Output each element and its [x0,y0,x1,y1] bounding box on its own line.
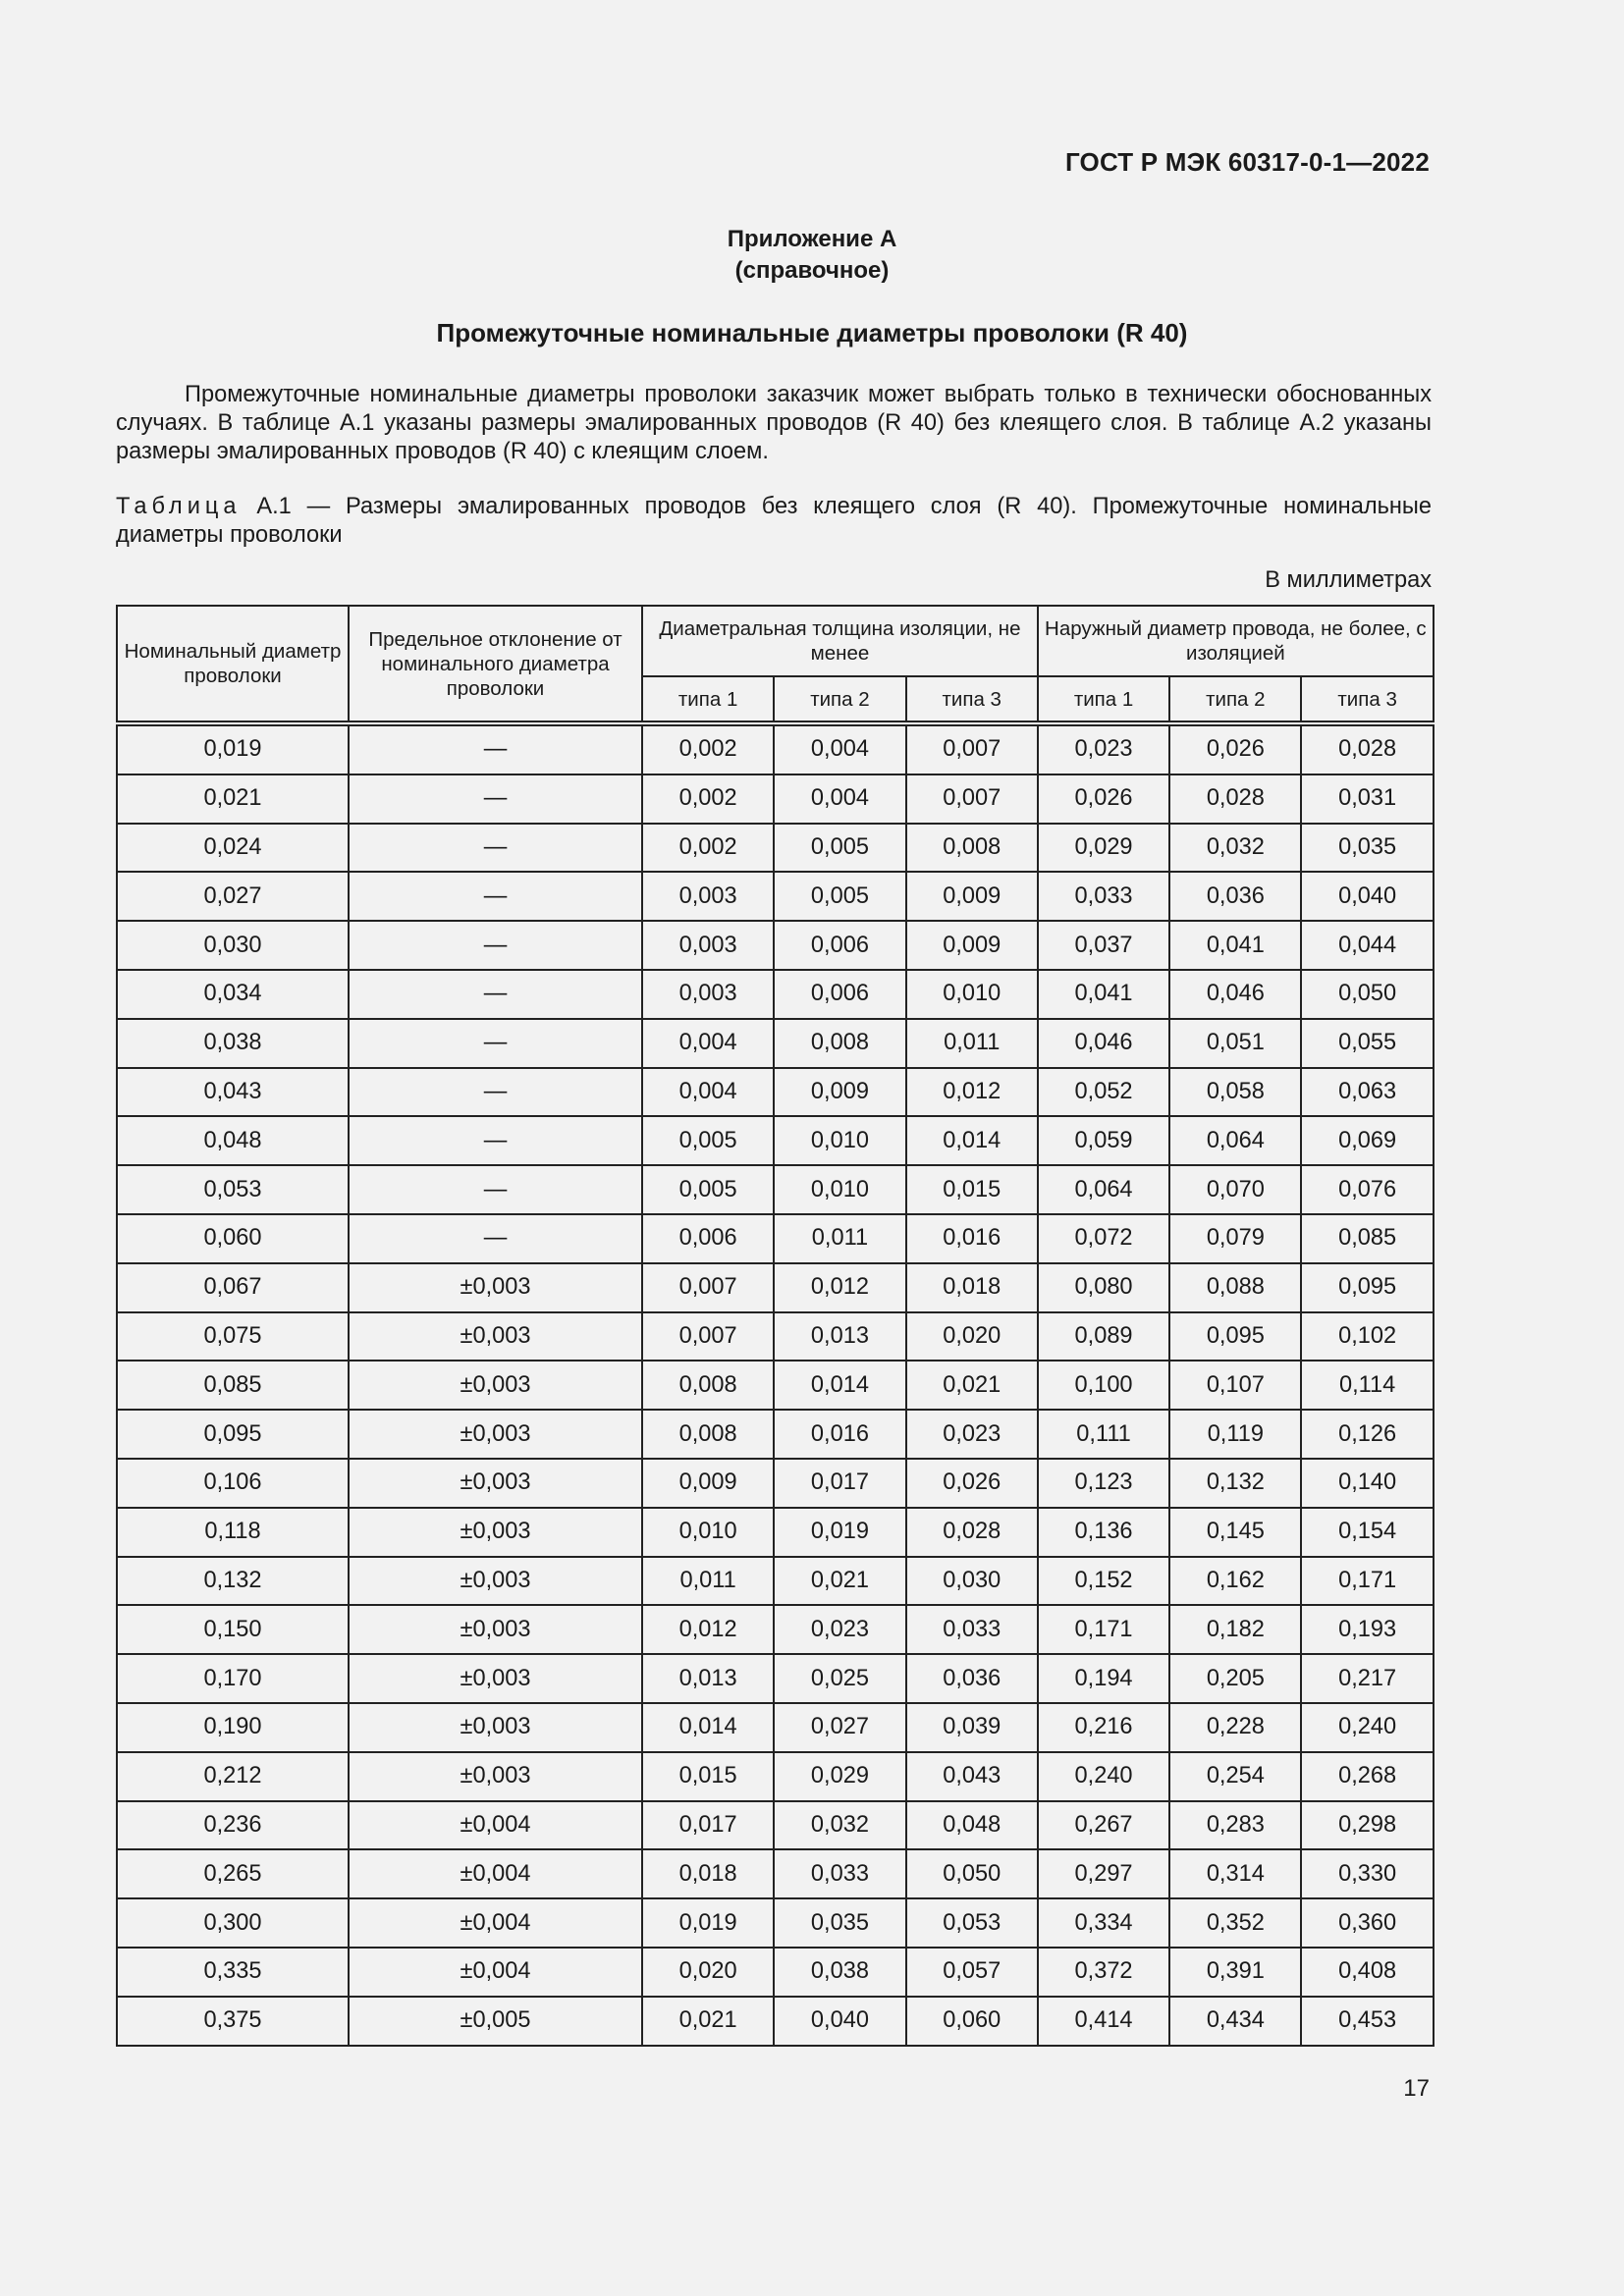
table-row [117,921,1434,970]
table-row [117,1116,1434,1165]
table-cell: 0,046 [1038,1019,1169,1068]
table-row [117,824,1434,873]
table-cell: 0,020 [642,1948,774,1997]
table-row [117,1605,1434,1654]
table-cell: — [349,970,642,1019]
table-cell: 0,004 [642,1068,774,1117]
table-cell: 0,029 [774,1752,905,1801]
table-cell: 0,212 [117,1752,349,1801]
table-cell: 0,007 [642,1312,774,1362]
table-cell: 0,240 [1038,1752,1169,1801]
table-cell: 0,027 [117,872,349,921]
table-row [117,1459,1434,1508]
table-cell: 0,039 [906,1703,1038,1752]
table-cell: 0,002 [642,824,774,873]
table-cell: ±0,003 [349,1459,642,1508]
table-cell: 0,106 [117,1459,349,1508]
table-cell: 0,043 [117,1068,349,1117]
table-cell: 0,360 [1301,1898,1433,1948]
table-cell: 0,154 [1301,1508,1433,1557]
table-row [117,1263,1434,1312]
table-cell: — [349,1165,642,1214]
table-cell: 0,150 [117,1605,349,1654]
table-cell: 0,036 [906,1654,1038,1703]
table-cell: 0,005 [774,872,905,921]
table-cell: 0,028 [906,1508,1038,1557]
table-cell: 0,100 [1038,1361,1169,1410]
table-cell: 0,058 [1169,1068,1301,1117]
table-cell: 0,067 [117,1263,349,1312]
table-cell: 0,140 [1301,1459,1433,1508]
table-row [117,1068,1434,1117]
table-row [117,1752,1434,1801]
table-cell: — [349,1019,642,1068]
table-cell: 0,055 [1301,1019,1433,1068]
table-cell: 0,057 [906,1948,1038,1997]
table-cell: 0,006 [774,970,905,1019]
table-cell: 0,010 [774,1116,905,1165]
table-cell: 0,228 [1169,1703,1301,1752]
page-number: 17 [1403,2075,1430,2102]
table-cell: 0,031 [1301,774,1433,824]
table-cell: 0,059 [1038,1116,1169,1165]
table-cell: 0,011 [774,1214,905,1263]
table-cell: 0,035 [774,1898,905,1948]
table-cell: 0,013 [774,1312,905,1362]
dimensions-table [116,605,1435,2047]
table-cell: 0,014 [642,1703,774,1752]
table-cell: ±0,003 [349,1361,642,1410]
table-cell: 0,205 [1169,1654,1301,1703]
table-cell: 0,040 [774,1997,905,2046]
table-cell: 0,114 [1301,1361,1433,1410]
table-cell: 0,434 [1169,1997,1301,2046]
table-cell: 0,009 [774,1068,905,1117]
header-nominal-diameter: Номинальный диаметр проволоки [117,606,349,723]
table-cell: 0,017 [774,1459,905,1508]
table-cell: 0,002 [642,723,774,774]
table-cell: 0,048 [117,1116,349,1165]
table-cell: 0,267 [1038,1801,1169,1850]
table-cell: 0,053 [906,1898,1038,1948]
table-cell: 0,025 [774,1654,905,1703]
table-cell: 0,123 [1038,1459,1169,1508]
table-cell: 0,072 [1038,1214,1169,1263]
table-cell: 0,019 [642,1898,774,1948]
table-cell: 0,007 [906,774,1038,824]
table-cell: 0,041 [1038,970,1169,1019]
table-cell: 0,283 [1169,1801,1301,1850]
table-cell: 0,008 [642,1361,774,1410]
header-outer-diameter: Наружный диаметр провода, не более, с изоляцией [1038,606,1434,676]
table-cell: 0,053 [117,1165,349,1214]
table-cell: 0,033 [774,1849,905,1898]
table-cell: 0,015 [642,1752,774,1801]
table-cell: 0,007 [906,723,1038,774]
intro-paragraph: Промежуточные номинальные диаметры проволоки заказчик может выбрать только в технически обоснованных случаях. В таблице А.1 указаны размеры эмалированных проводов (R 40) без клеящего слоя. В таблице А.2 указаны размеры эмалированных проводов (R 40) с клеящим слоем. [116,382,1432,464]
table-cell: 0,453 [1301,1997,1433,2046]
table-cell: 0,006 [774,921,905,970]
table-cell: 0,032 [1169,824,1301,873]
table-cell: 0,021 [906,1361,1038,1410]
table-cell: 0,021 [774,1557,905,1606]
table-cell: — [349,921,642,970]
document-code: ГОСТ Р МЭК 60317-0-1—2022 [1064,147,1430,177]
table-cell: 0,236 [117,1801,349,1850]
table-cell: 0,046 [1169,970,1301,1019]
table-cell: 0,007 [642,1263,774,1312]
table-cell: ±0,003 [349,1508,642,1557]
table-cell: 0,375 [117,1997,349,2046]
table-cell: — [349,1068,642,1117]
header-insulation-thickness: Диаметральная толщина изоляции, не менее [642,606,1038,676]
table-cell: 0,003 [642,970,774,1019]
table-cell: ±0,005 [349,1997,642,2046]
table-body [117,723,1434,2046]
table-cell: 0,044 [1301,921,1433,970]
table-cell: 0,051 [1169,1019,1301,1068]
header-type: типа 2 [1169,676,1301,723]
table-cell: 0,075 [117,1312,349,1362]
table-cell: 0,217 [1301,1654,1433,1703]
table-cell: 0,048 [906,1801,1038,1850]
table-cell: 0,019 [117,723,349,774]
table-row [117,1654,1434,1703]
table-cell: ±0,003 [349,1605,642,1654]
table-cell: 0,170 [117,1654,349,1703]
table-cell: — [349,872,642,921]
table-cell: 0,012 [906,1068,1038,1117]
table-cell: 0,254 [1169,1752,1301,1801]
table-cell: 0,182 [1169,1605,1301,1654]
table-cell: ±0,004 [349,1948,642,1997]
table-cell: 0,414 [1038,1997,1169,2046]
table-cell: 0,079 [1169,1214,1301,1263]
table-cell: ±0,003 [349,1752,642,1801]
table-cell: 0,005 [774,824,905,873]
table-cell: 0,032 [774,1801,905,1850]
table-cell: 0,300 [117,1898,349,1948]
table-cell: ±0,003 [349,1312,642,1362]
table-cell: 0,026 [906,1459,1038,1508]
table-cell: ±0,003 [349,1557,642,1606]
table-cell: 0,016 [774,1410,905,1459]
header-type: типа 1 [1038,676,1169,723]
table-cell: 0,021 [642,1997,774,2046]
table-cell: ±0,003 [349,1263,642,1312]
table-cell: 0,107 [1169,1361,1301,1410]
table-row [117,970,1434,1019]
table-cell: 0,013 [642,1654,774,1703]
table-cell: 0,035 [1301,824,1433,873]
table-cell: 0,038 [117,1019,349,1068]
table-cell: 0,193 [1301,1605,1433,1654]
table-row [117,1997,1434,2046]
table-cell: 0,297 [1038,1849,1169,1898]
table-row [117,1361,1434,1410]
table-cell: 0,119 [1169,1410,1301,1459]
table-cell: 0,014 [906,1116,1038,1165]
table-cell: 0,095 [117,1410,349,1459]
table-cell: 0,036 [1169,872,1301,921]
table-row [117,1557,1434,1606]
table-cell: 0,052 [1038,1068,1169,1117]
table-cell: 0,005 [642,1165,774,1214]
table-row [117,1165,1434,1214]
table-row [117,1214,1434,1263]
table-cell: 0,064 [1038,1165,1169,1214]
table-cell: 0,009 [642,1459,774,1508]
table-cell: 0,010 [774,1165,905,1214]
table-cell: 0,014 [774,1361,905,1410]
table-cell: 0,162 [1169,1557,1301,1606]
table-cell: 0,145 [1169,1508,1301,1557]
table-row [117,1849,1434,1898]
table-cell: 0,089 [1038,1312,1169,1362]
table-cell: 0,069 [1301,1116,1433,1165]
table-cell: 0,028 [1301,723,1433,774]
table-cell: 0,132 [1169,1459,1301,1508]
table-cell: 0,003 [642,921,774,970]
table-cell: 0,095 [1301,1263,1433,1312]
table-cell: 0,024 [117,824,349,873]
table-cell: 0,029 [1038,824,1169,873]
table-cell: ±0,004 [349,1898,642,1948]
table-cell: 0,023 [906,1410,1038,1459]
table-cell: 0,011 [642,1557,774,1606]
table-cell: 0,030 [906,1557,1038,1606]
table-cell: 0,037 [1038,921,1169,970]
table-cell: 0,003 [642,872,774,921]
table-cell: 0,102 [1301,1312,1433,1362]
table-cell: 0,004 [774,723,905,774]
table-cell: 0,033 [1038,872,1169,921]
table-cell: 0,063 [1301,1068,1433,1117]
table-cell: 0,268 [1301,1752,1433,1801]
table-cell: 0,034 [117,970,349,1019]
table-cell: 0,008 [642,1410,774,1459]
table-row [117,1801,1434,1850]
table-cell: 0,011 [906,1019,1038,1068]
table-row [117,1410,1434,1459]
table-cell: ±0,003 [349,1410,642,1459]
table-cell: 0,026 [1169,723,1301,774]
table-cell: 0,408 [1301,1948,1433,1997]
table-cell: — [349,824,642,873]
table-cell: 0,023 [1038,723,1169,774]
table-cell: 0,095 [1169,1312,1301,1362]
table-cell: 0,064 [1169,1116,1301,1165]
table-cell: ±0,003 [349,1654,642,1703]
table-row [117,1948,1434,1997]
table-cell: 0,088 [1169,1263,1301,1312]
table-cell: 0,330 [1301,1849,1433,1898]
table-cell: ±0,004 [349,1849,642,1898]
header-type: типа 3 [1301,676,1433,723]
table-cell: 0,085 [117,1361,349,1410]
table-cell: 0,334 [1038,1898,1169,1948]
table-cell: 0,028 [1169,774,1301,824]
table-caption-prefix: Таблица [116,494,242,519]
table-cell: 0,004 [642,1019,774,1068]
table-cell: 0,018 [906,1263,1038,1312]
units-note: В миллиметрах [1265,567,1432,593]
table-row [117,1019,1434,1068]
table-cell: — [349,774,642,824]
table-row [117,1898,1434,1948]
table-cell: 0,023 [774,1605,905,1654]
table-cell: 0,298 [1301,1801,1433,1850]
table-cell: 0,021 [117,774,349,824]
table-cell: 0,010 [906,970,1038,1019]
table-cell: 0,126 [1301,1410,1433,1459]
table-cell: 0,012 [774,1263,905,1312]
table-cell: 0,008 [774,1019,905,1068]
header-type: типа 3 [906,676,1038,723]
table-cell: 0,070 [1169,1165,1301,1214]
table-cell: 0,017 [642,1801,774,1850]
table-cell: 0,118 [117,1508,349,1557]
table-cell: 0,190 [117,1703,349,1752]
table-cell: 0,018 [642,1849,774,1898]
table-cell: 0,002 [642,774,774,824]
table-cell: 0,111 [1038,1410,1169,1459]
table-cell: 0,010 [642,1508,774,1557]
table-cell: 0,027 [774,1703,905,1752]
table-row [117,774,1434,824]
table-cell: 0,216 [1038,1703,1169,1752]
table-cell: 0,005 [642,1116,774,1165]
table-cell: 0,020 [906,1312,1038,1362]
annex-title: Приложение А [727,226,897,252]
table-cell: 0,050 [1301,970,1433,1019]
table-caption-text: А.1 — Размеры эмалированных проводов без клеящего слоя (R 40). Промежуточные номинальные диаметры проволоки [116,494,1432,548]
table-cell: 0,016 [906,1214,1038,1263]
annex-subtitle: (справочное) [734,257,890,284]
header-type: типа 2 [774,676,905,723]
table-caption [116,493,1432,550]
table-cell: 0,132 [117,1557,349,1606]
table-cell: 0,171 [1301,1557,1433,1606]
table-row [117,1312,1434,1362]
table-cell: 0,194 [1038,1654,1169,1703]
table-cell: 0,265 [117,1849,349,1898]
table-cell: 0,015 [906,1165,1038,1214]
table-row [117,1508,1434,1557]
table-cell: 0,040 [1301,872,1433,921]
table-cell: 0,240 [1301,1703,1433,1752]
table-cell: 0,060 [906,1997,1038,2046]
table-row [117,1703,1434,1752]
table-cell: 0,008 [906,824,1038,873]
table-cell: 0,352 [1169,1898,1301,1948]
table-cell: 0,391 [1169,1948,1301,1997]
table-cell: ±0,004 [349,1801,642,1850]
table-row [117,723,1434,774]
section-heading: Промежуточные номинальные диаметры проволоки (R 40) [436,318,1188,347]
table-cell: 0,004 [774,774,905,824]
header-deviation: Предельное отклонение от номинального диаметра проволоки [349,606,642,723]
table-cell: — [349,1214,642,1263]
table-cell: 0,041 [1169,921,1301,970]
table-cell: 0,060 [117,1214,349,1263]
table-cell: 0,030 [117,921,349,970]
table-cell: 0,050 [906,1849,1038,1898]
table-cell: 0,372 [1038,1948,1169,1997]
table-cell: 0,006 [642,1214,774,1263]
table-cell: 0,043 [906,1752,1038,1801]
table-cell: 0,019 [774,1508,905,1557]
table-cell: 0,335 [117,1948,349,1997]
table-cell: — [349,723,642,774]
table-cell: 0,152 [1038,1557,1169,1606]
table-cell: 0,171 [1038,1605,1169,1654]
table-cell: ±0,003 [349,1703,642,1752]
table-cell: 0,085 [1301,1214,1433,1263]
table-cell: 0,009 [906,872,1038,921]
table-cell: 0,012 [642,1605,774,1654]
table-cell: 0,033 [906,1605,1038,1654]
table-cell: 0,076 [1301,1165,1433,1214]
table-cell: 0,080 [1038,1263,1169,1312]
table-cell: 0,314 [1169,1849,1301,1898]
table-cell: 0,038 [774,1948,905,1997]
table-cell: 0,136 [1038,1508,1169,1557]
table-cell: — [349,1116,642,1165]
header-type: типа 1 [642,676,774,723]
table-cell: 0,009 [906,921,1038,970]
table-row [117,872,1434,921]
table-cell: 0,026 [1038,774,1169,824]
